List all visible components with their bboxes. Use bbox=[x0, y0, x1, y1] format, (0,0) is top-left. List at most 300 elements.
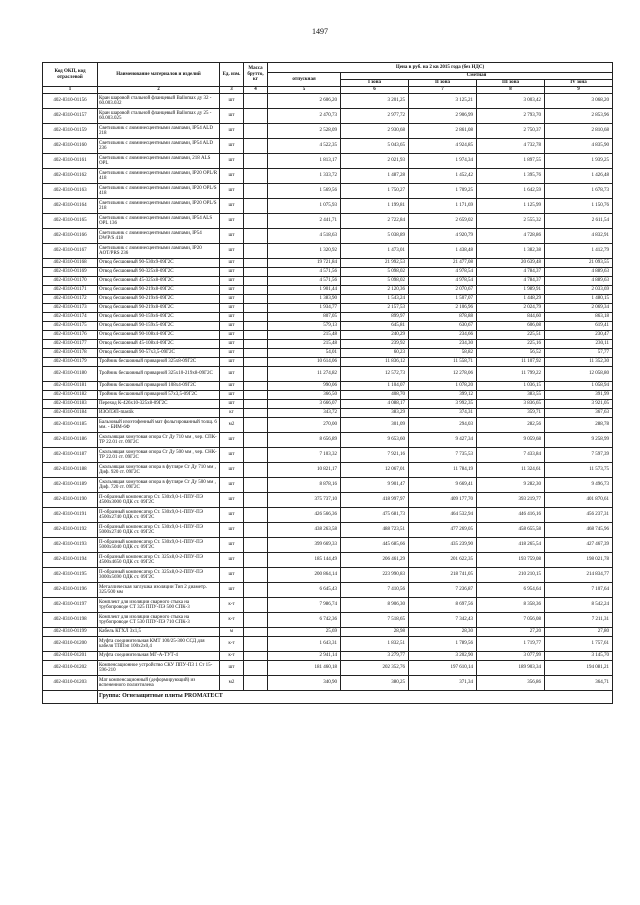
cell-name: Светильник с люминесцентными лампами, IP54 ALD 236 bbox=[98, 139, 220, 154]
cell-unit: шт bbox=[220, 367, 244, 382]
cell-price: 60,23 bbox=[341, 349, 409, 358]
header-zone-4: IV зона bbox=[545, 80, 613, 87]
cell-price: 418 265,54 bbox=[477, 538, 545, 553]
header-zone-3: III зона bbox=[477, 80, 545, 87]
cell-code: 402-8310-01179 bbox=[43, 358, 98, 367]
cell-price: 5 038,89 bbox=[341, 229, 409, 244]
cell-price: 11 836,12 bbox=[341, 358, 409, 367]
cell-price: 1 480,15 bbox=[545, 295, 613, 304]
cell-price: 185 144,49 bbox=[268, 553, 341, 568]
cell-price: 189 903,34 bbox=[477, 661, 545, 676]
cell-price: 488 723,51 bbox=[341, 523, 409, 538]
cell-price: 2 555,32 bbox=[477, 214, 545, 229]
cell-price: 4 978,54 bbox=[409, 268, 477, 277]
cell-mass bbox=[244, 598, 268, 613]
table-row bbox=[43, 568, 613, 583]
cell-name: Отвод бесшовный 90-159х6-09Г2С bbox=[98, 313, 220, 322]
cell-code: 402-8310-01192 bbox=[43, 523, 98, 538]
cell-price: 1 473,01 bbox=[341, 244, 409, 259]
cell-price: 2 070,67 bbox=[409, 286, 477, 295]
cell-price: 197 610,14 bbox=[409, 661, 477, 676]
cell-name: Мат компенсационный (деформирующий) из вспененного полиэтилена bbox=[98, 676, 220, 691]
table-row bbox=[43, 553, 613, 568]
header-code: Код ОКП, код отраслевой bbox=[43, 63, 98, 87]
cell-code: 402-8310-01172 bbox=[43, 295, 98, 304]
cell-code: 402-8310-01171 bbox=[43, 286, 98, 295]
table-row bbox=[43, 637, 613, 652]
group-label: Группа: Огнезащитные плиты PROMATECT bbox=[98, 691, 613, 704]
cell-price: 1 750,27 bbox=[341, 184, 409, 199]
cell-price: 12 572,73 bbox=[341, 367, 409, 382]
cell-price: 3 145,70 bbox=[545, 652, 613, 661]
colnum: 8 bbox=[477, 87, 545, 94]
cell-price: 240,29 bbox=[341, 331, 409, 340]
cell-code: 402-8310-01167 bbox=[43, 244, 98, 259]
cell-code: 402-8310-01191 bbox=[43, 508, 98, 523]
cell-mass bbox=[244, 124, 268, 139]
header-mass: Масса брутто, кг bbox=[244, 63, 268, 87]
cell-price: 9 669,41 bbox=[409, 478, 477, 493]
cell-price: 606,08 bbox=[477, 322, 545, 331]
cell-price: 1 333,72 bbox=[268, 169, 341, 184]
cell-mass bbox=[244, 199, 268, 214]
cell-price: 282,56 bbox=[477, 418, 545, 433]
cell-code: 402-8310-01168 bbox=[43, 259, 98, 268]
cell-mass bbox=[244, 304, 268, 313]
cell-price: 4 732,78 bbox=[477, 139, 545, 154]
cell-name: Отвод бесшовный 90-219х8-09Г2С bbox=[98, 304, 220, 313]
cell-price: 5 043,65 bbox=[341, 139, 409, 154]
cell-price: 11 799,22 bbox=[477, 367, 545, 382]
cell-unit: шт bbox=[220, 568, 244, 583]
table-row bbox=[43, 418, 613, 433]
cell-price: 1 813,17 bbox=[268, 154, 341, 169]
cell-price: 1 569,56 bbox=[268, 184, 341, 199]
cell-price: 374,31 bbox=[409, 409, 477, 418]
cell-price: 12 278,06 bbox=[409, 367, 477, 382]
cell-price: 9 427,34 bbox=[409, 433, 477, 448]
cell-price: 21 093,55 bbox=[545, 259, 613, 268]
cell-price: 193 759,08 bbox=[477, 553, 545, 568]
colnum: 3 bbox=[220, 87, 244, 94]
cell-price: 2 750,37 bbox=[477, 124, 545, 139]
cell-price: 1 104,07 bbox=[341, 382, 409, 391]
cell-price: 1 832,51 bbox=[341, 637, 409, 652]
table-row bbox=[43, 244, 613, 259]
cell-price: 4 784,37 bbox=[477, 277, 545, 286]
table-row bbox=[43, 322, 613, 331]
cell-price: 1 448,29 bbox=[477, 295, 545, 304]
cell-price: 1 989,91 bbox=[477, 286, 545, 295]
table-row bbox=[43, 523, 613, 538]
cell-price: 27,80 bbox=[545, 628, 613, 637]
price-table bbox=[42, 62, 613, 704]
cell-unit: шт bbox=[220, 523, 244, 538]
cell-price: 3 003,42 bbox=[477, 94, 545, 109]
cell-name: Отвод бесшовный 90-219х6-09Г2С bbox=[98, 295, 220, 304]
cell-price: 356,86 bbox=[477, 676, 545, 691]
cell-price: 9 901,47 bbox=[341, 478, 409, 493]
cell-price: 456 237,31 bbox=[545, 508, 613, 523]
cell-price: 25,69 bbox=[268, 628, 341, 637]
cell-price: 1 058,94 bbox=[545, 382, 613, 391]
cell-price: 1 452,42 bbox=[409, 169, 477, 184]
cell-name: Кабель КГХЛ 3х1,5 bbox=[98, 628, 220, 637]
cell-price: 6 645,43 bbox=[268, 583, 341, 598]
cell-price: 1 487,28 bbox=[341, 169, 409, 184]
cell-price: 1 036,15 bbox=[477, 382, 545, 391]
cell-price: 6 742,36 bbox=[268, 613, 341, 628]
cell-price: 215,48 bbox=[268, 331, 341, 340]
cell-unit: шт bbox=[220, 382, 244, 391]
cell-price: 201 622,35 bbox=[409, 553, 477, 568]
cell-name: П-образный компенсатор Ст. 530х9,0-1-ППУ-ПЭ 4500х3000 ОДК ст. 09Г2С bbox=[98, 493, 220, 508]
table-row bbox=[43, 94, 613, 109]
cell-code: 402-8310-01183 bbox=[43, 400, 98, 409]
table-row bbox=[43, 676, 613, 691]
cell-price: 7 342,43 bbox=[409, 613, 477, 628]
cell-unit: м bbox=[220, 628, 244, 637]
cell-price: 9 496,73 bbox=[545, 478, 613, 493]
cell-mass bbox=[244, 277, 268, 286]
cell-mass bbox=[244, 583, 268, 598]
cell-name: Металлическая заглушка изоляции Тип 2 диаметр. 325/500 мм bbox=[98, 583, 220, 598]
cell-code: 402-8310-01178 bbox=[43, 349, 98, 358]
cell-unit: шт bbox=[220, 94, 244, 109]
table-row bbox=[43, 433, 613, 448]
cell-price: 340,90 bbox=[268, 676, 341, 691]
cell-price: 645,81 bbox=[341, 322, 409, 331]
cell-unit: шт bbox=[220, 331, 244, 340]
cell-price: 10 614,06 bbox=[268, 358, 341, 367]
cell-unit: шт bbox=[220, 259, 244, 268]
table-row bbox=[43, 295, 613, 304]
cell-unit: к-т bbox=[220, 637, 244, 652]
table-row bbox=[43, 598, 613, 613]
cell-name: Комплект для изоляции сварного стыка на трубопроводе СТ 325 ППУ-ПЭ 500 СПК-3 bbox=[98, 598, 220, 613]
cell-mass bbox=[244, 508, 268, 523]
cell-price: 2 024,79 bbox=[477, 304, 545, 313]
cell-name: Светильник с люминесцентными лампами, IP20 OPL/S 218 bbox=[98, 199, 220, 214]
cell-price: 210 210,15 bbox=[477, 568, 545, 583]
table-row bbox=[43, 409, 613, 418]
cell-price: 3 836,65 bbox=[477, 400, 545, 409]
cell-price: 200 864,14 bbox=[268, 568, 341, 583]
cell-unit: к-т bbox=[220, 613, 244, 628]
cell-code: 402-8310-01163 bbox=[43, 184, 98, 199]
cell-price: 4 920,79 bbox=[409, 229, 477, 244]
cell-name: Скользящая хомутовая опора Ст Ду 500 мм , чер. СНК-ТР 22.01 ст. 09Г2С bbox=[98, 448, 220, 463]
cell-price: 418 997,97 bbox=[341, 493, 409, 508]
cell-unit: шт bbox=[220, 313, 244, 322]
cell-mass bbox=[244, 331, 268, 340]
cell-code: 402-8310-01196 bbox=[43, 583, 98, 598]
cell-name: Кран шаровой стальной фланцевый Ballomax ду 25 - 60.003.025 bbox=[98, 109, 220, 124]
cell-price: 1 320,92 bbox=[268, 244, 341, 259]
cell-price: 1 150,76 bbox=[545, 199, 613, 214]
cell-price: 10 821,17 bbox=[268, 463, 341, 478]
cell-price: 4 571,56 bbox=[268, 277, 341, 286]
cell-code: 402-8310-01190 bbox=[43, 493, 98, 508]
cell-price: 215,48 bbox=[268, 340, 341, 349]
cell-price: 619,41 bbox=[545, 322, 613, 331]
table-row bbox=[43, 652, 613, 661]
cell-price: 445 685,66 bbox=[341, 538, 409, 553]
cell-price: 630,67 bbox=[409, 322, 477, 331]
cell-code: 402-8310-01185 bbox=[43, 418, 98, 433]
cell-price: 1 382,38 bbox=[477, 244, 545, 259]
cell-price: 5 098,02 bbox=[341, 277, 409, 286]
cell-price: 214 834,77 bbox=[545, 568, 613, 583]
cell-price: 7 103,32 bbox=[268, 448, 341, 463]
cell-price: 230,11 bbox=[545, 340, 613, 349]
colnum: 5 bbox=[268, 87, 341, 94]
cell-unit: шт bbox=[220, 349, 244, 358]
cell-price: 3 279,77 bbox=[341, 652, 409, 661]
page-number: 1497 bbox=[312, 27, 328, 36]
cell-price: 2 810,68 bbox=[545, 124, 613, 139]
cell-unit: шт bbox=[220, 340, 244, 349]
table-row bbox=[43, 538, 613, 553]
cell-unit: шт bbox=[220, 184, 244, 199]
cell-code: 402-8310-01182 bbox=[43, 391, 98, 400]
cell-price: 468 745,96 bbox=[545, 523, 613, 538]
cell-price: 1 709,25 bbox=[409, 184, 477, 199]
cell-mass bbox=[244, 613, 268, 628]
header-unit: Ед. изм. bbox=[220, 63, 244, 87]
table-row bbox=[43, 583, 613, 598]
cell-name: Тройник бесшовный приварной 108х4-09Г2С bbox=[98, 382, 220, 391]
cell-price: 11 558,71 bbox=[409, 358, 477, 367]
cell-price: 2 659,02 bbox=[409, 214, 477, 229]
cell-price: 364,71 bbox=[545, 676, 613, 691]
cell-price: 11 274,82 bbox=[268, 367, 341, 382]
cell-price: 4 088,17 bbox=[341, 400, 409, 409]
cell-mass bbox=[244, 169, 268, 184]
cell-price: 230,47 bbox=[545, 331, 613, 340]
cell-price: 380,25 bbox=[341, 676, 409, 691]
cell-unit: кг bbox=[220, 409, 244, 418]
cell-price: 464 532,94 bbox=[409, 508, 477, 523]
cell-mass bbox=[244, 184, 268, 199]
colnum: 4 bbox=[244, 87, 268, 94]
cell-price: 4 924,85 bbox=[409, 139, 477, 154]
cell-code: 402-8310-01161 bbox=[43, 154, 98, 169]
cell-code: 402-8310-01175 bbox=[43, 322, 98, 331]
cell-mass bbox=[244, 229, 268, 244]
cell-unit: шт bbox=[220, 304, 244, 313]
cell-price: 1 974,34 bbox=[409, 154, 477, 169]
cell-price: 1 789,56 bbox=[409, 637, 477, 652]
cell-name: П-образный компенсатор Ст. 325х8,0-2-ППУ-ПЭ 4500х4650 ОДК ст. 09Г2С bbox=[98, 553, 220, 568]
cell-code: 402-8310-01180 bbox=[43, 367, 98, 382]
cell-price: 2 722,84 bbox=[341, 214, 409, 229]
cell-mass bbox=[244, 358, 268, 367]
cell-price: 1 507,07 bbox=[409, 295, 477, 304]
cell-price: 393 219,77 bbox=[477, 493, 545, 508]
cell-price: 11 784,19 bbox=[409, 463, 477, 478]
cell-name: Скользящая хомутовая опора в футляре Ст Ду 500 мм , Диф. 720 ст. 09Г2С bbox=[98, 478, 220, 493]
cell-price: 7 518,65 bbox=[341, 613, 409, 628]
cell-mass bbox=[244, 448, 268, 463]
cell-price: 7 410,56 bbox=[341, 583, 409, 598]
cell-price: 2 611,54 bbox=[545, 214, 613, 229]
cell-price: 1 171,69 bbox=[409, 199, 477, 214]
cell-code: 402-8310-01194 bbox=[43, 553, 98, 568]
cell-price: 1 934,77 bbox=[268, 304, 341, 313]
cell-unit: шт bbox=[220, 214, 244, 229]
colnum: 7 bbox=[409, 87, 477, 94]
cell-unit: шт bbox=[220, 553, 244, 568]
cell-mass bbox=[244, 418, 268, 433]
cell-unit: шт bbox=[220, 229, 244, 244]
cell-unit: шт bbox=[220, 391, 244, 400]
cell-mass bbox=[244, 628, 268, 637]
cell-name: Тройник бесшовный приварной 325х8-09Г2С bbox=[98, 358, 220, 367]
cell-name: Компенсационное устройство СКУ ППУ-П3 1 Ст 15-596-210 bbox=[98, 661, 220, 676]
cell-unit: шт bbox=[220, 583, 244, 598]
header-price-title: Цена в руб. на 2 кв 2015 года (без НДС) bbox=[268, 63, 613, 73]
cell-name: Светильник с люминесцентными лампами, IP20 AOT/PRS 236 bbox=[98, 244, 220, 259]
cell-price: 270,00 bbox=[268, 418, 341, 433]
cell-name: Светильник с люминесцентными лампами, IP54 DWP/S 418 bbox=[98, 229, 220, 244]
cell-price: 27,20 bbox=[477, 628, 545, 637]
cell-price: 294,03 bbox=[409, 418, 477, 433]
table-row bbox=[43, 268, 613, 277]
cell-code: 402-8310-01160 bbox=[43, 139, 98, 154]
cell-price: 181 460,18 bbox=[268, 661, 341, 676]
cell-name: Муфта соединительная КМТ 100/25-300 ССД для кабеля ТППэп 100х2х0,4 bbox=[98, 637, 220, 652]
table-row bbox=[43, 358, 613, 367]
cell-price: 4 518,63 bbox=[268, 229, 341, 244]
cell-code: 402-8310-01186 bbox=[43, 433, 98, 448]
cell-price: 12 067,01 bbox=[341, 463, 409, 478]
cell-unit: шт bbox=[220, 538, 244, 553]
cell-code: 402-8310-01188 bbox=[43, 463, 98, 478]
cell-price: 8 906,30 bbox=[341, 598, 409, 613]
cell-price: 1 412,79 bbox=[545, 244, 613, 259]
cell-price: 2 906,99 bbox=[409, 109, 477, 124]
cell-price: 288,78 bbox=[545, 418, 613, 433]
header-zone-2: II зона bbox=[409, 80, 477, 87]
cell-mass bbox=[244, 244, 268, 259]
cell-name: Светильник с люминесцентными лампами, IP54 ALS OPL 136 bbox=[98, 214, 220, 229]
cell-price: 9 059,68 bbox=[477, 433, 545, 448]
cell-code: 402-8310-01184 bbox=[43, 409, 98, 418]
cell-unit: шт bbox=[220, 268, 244, 277]
cell-price: 218 741,05 bbox=[409, 568, 477, 583]
cell-name: Бальзовый изоэтофенный мат фольгированный толщ. 6 мм. - БИМ-6Ф bbox=[98, 418, 220, 433]
cell-price: 878,88 bbox=[409, 313, 477, 322]
cell-name: П-образный компенсатор Ст. 530х9,0-1-ППУ-ПЭ 5000х2740 ОДК ст. 09Г2С bbox=[98, 523, 220, 538]
cell-code: 402-8310-01162 bbox=[43, 169, 98, 184]
cell-price: 8 542,24 bbox=[545, 598, 613, 613]
cell-price: 57,77 bbox=[545, 349, 613, 358]
cell-price: 202 352,76 bbox=[341, 661, 409, 676]
cell-price: 5 098,02 bbox=[341, 268, 409, 277]
header-zone-1: I зона bbox=[341, 80, 409, 87]
cell-mass bbox=[244, 478, 268, 493]
table-row bbox=[43, 259, 613, 268]
cell-code: 402-8310-01181 bbox=[43, 382, 98, 391]
cell-price: 7 597,39 bbox=[545, 448, 613, 463]
cell-price: 21 992,53 bbox=[341, 259, 409, 268]
cell-price: 7 433,84 bbox=[477, 448, 545, 463]
cell-unit: шт bbox=[220, 154, 244, 169]
cell-code: 402-8310-01166 bbox=[43, 229, 98, 244]
cell-unit: шт bbox=[220, 478, 244, 493]
cell-mass bbox=[244, 139, 268, 154]
cell-price: 1 078,20 bbox=[409, 382, 477, 391]
cell-price: 7 921,16 bbox=[341, 448, 409, 463]
cell-price: 28,98 bbox=[341, 628, 409, 637]
cell-price: 863,18 bbox=[545, 313, 613, 322]
cell-code: 402-8310-01199 bbox=[43, 628, 98, 637]
cell-unit: к-т bbox=[220, 598, 244, 613]
cell-unit: шт bbox=[220, 139, 244, 154]
cell-price: 2 977,72 bbox=[341, 109, 409, 124]
cell-price: 2 793,70 bbox=[477, 109, 545, 124]
cell-price: 7 107,64 bbox=[545, 583, 613, 598]
cell-unit: шт bbox=[220, 295, 244, 304]
cell-unit: шт bbox=[220, 199, 244, 214]
cell-name: Скользящая хомутовая опора Ст Ду 710 мм , чер. СПК-ТР 22.01 ст. 09Г2С bbox=[98, 433, 220, 448]
colnum: 1 bbox=[43, 87, 98, 94]
cell-price: 2 157,53 bbox=[341, 304, 409, 313]
cell-price: 4 571,56 bbox=[268, 268, 341, 277]
cell-price: 3 125,21 bbox=[409, 94, 477, 109]
table-row bbox=[43, 124, 613, 139]
cell-price: 7 735,53 bbox=[409, 448, 477, 463]
cell-price: 9 653,60 bbox=[341, 433, 409, 448]
table-row bbox=[43, 391, 613, 400]
cell-price: 2 069,34 bbox=[545, 304, 613, 313]
cell-price: 1 426,48 bbox=[545, 169, 613, 184]
cell-unit: шт bbox=[220, 433, 244, 448]
cell-price: 399 669,33 bbox=[268, 538, 341, 553]
cell-mass bbox=[244, 523, 268, 538]
cell-price: 11 573,75 bbox=[545, 463, 613, 478]
cell-mass bbox=[244, 94, 268, 109]
cell-price: 223 990,83 bbox=[341, 568, 409, 583]
cell-mass bbox=[244, 409, 268, 418]
cell-name: П-образный компенсатор Ст. 530х9,0-1-ППУ-ПЭ 5000х5040 ОДК ст. 09Г2С bbox=[98, 538, 220, 553]
cell-price: 1 643,31 bbox=[268, 637, 341, 652]
cell-price: 8 878,16 bbox=[268, 478, 341, 493]
cell-price: 301,09 bbox=[341, 418, 409, 433]
cell-mass bbox=[244, 391, 268, 400]
cell-mass bbox=[244, 676, 268, 691]
cell-mass bbox=[244, 340, 268, 349]
cell-price: 54,01 bbox=[268, 349, 341, 358]
cell-price: 8 656,89 bbox=[268, 433, 341, 448]
cell-price: 12 058,80 bbox=[545, 367, 613, 382]
table-row bbox=[43, 184, 613, 199]
cell-price: 7 056,08 bbox=[477, 613, 545, 628]
cell-price: 7 986,74 bbox=[268, 598, 341, 613]
cell-unit: м2 bbox=[220, 418, 244, 433]
table-row bbox=[43, 367, 613, 382]
cell-unit: к-т bbox=[220, 652, 244, 661]
cell-price: 435 239,90 bbox=[409, 538, 477, 553]
cell-unit: шт bbox=[220, 661, 244, 676]
cell-price: 899,97 bbox=[341, 313, 409, 322]
table-row bbox=[43, 304, 613, 313]
cell-price: 3 992,35 bbox=[409, 400, 477, 409]
cell-price: 990,06 bbox=[268, 382, 341, 391]
cell-code: 402-8310-01164 bbox=[43, 199, 98, 214]
cell-name: Отвод бесшовный 90-108х4-09Г2С bbox=[98, 331, 220, 340]
